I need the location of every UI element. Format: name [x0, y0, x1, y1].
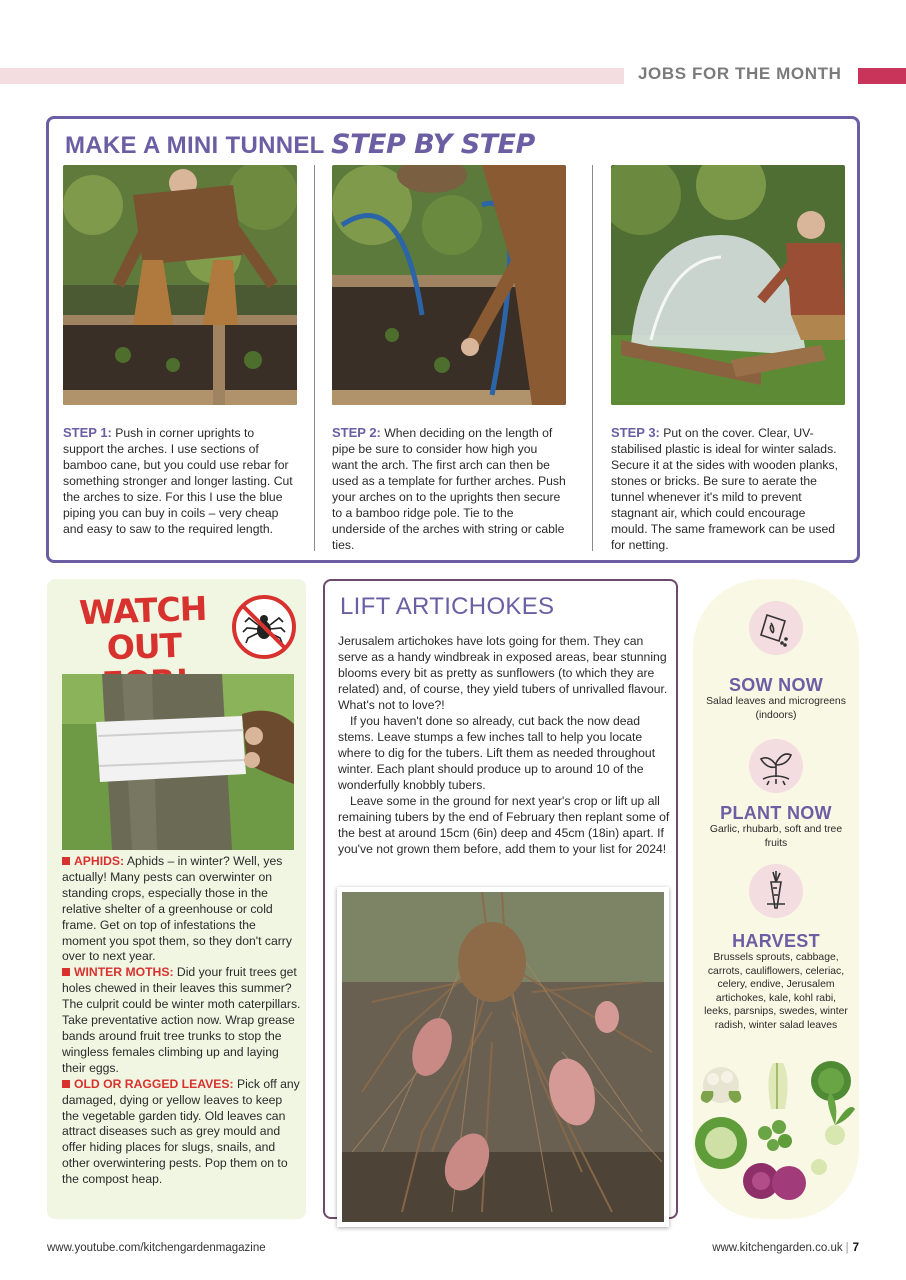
seed-packet-icon: [749, 601, 803, 655]
step-3-label: STEP 3:: [611, 425, 660, 440]
watch-title-line-1: WATCH: [78, 588, 207, 633]
watch-item-label: APHIDS:: [74, 854, 125, 868]
step-3-text: [611, 425, 845, 553]
harvest-text: Brussels sprouts, cabbage, carrots, cauliflowers, celeriac, celery, endive, Jerusalem artichokes, kale, kohl rabi, leeks, parsnips, swedes, winter radish, winter salad leaves: [704, 952, 848, 1031]
step-1: [63, 165, 297, 537]
seedling-icon: [749, 739, 803, 793]
watch-item-body: Did your fruit trees get holes chewed in their leaves this summer? The culprit could be winter moth caterpillars. Take preventative action now. Wrap grease bands around fruit tree trunks to stop the wingless females climbing up and laying their eggs.: [62, 965, 301, 1075]
step-2-text: [332, 425, 566, 553]
mini-tunnel-box: [46, 116, 860, 563]
grease-band-photo: [62, 674, 294, 850]
plant-now-heading: PLANT NOW: [720, 803, 832, 823]
artichokes-paragraph-2: If you haven't done so already, cut back the now dead stems. Leave stumps a few inches tall to help you locate where to dig for the tubers. Lift them as needed throughout winter. Each plant should produce up to around 10 of the wonderfully knobbly tubers.: [338, 714, 656, 792]
harvest-heading: HARVEST: [732, 931, 820, 951]
step-divider-1: [314, 165, 315, 551]
sow-now-heading: SOW NOW: [728, 675, 824, 695]
watch-item-body: Aphids – in winter? Well, yes actually! Many pests can overwinter on standing crops, especially those in the relative shelter of a greenhouse or cold frame. Get on top of infestations the moment you spot them, so they don't carry over to next year.: [62, 854, 292, 964]
steps-title: [65, 129, 535, 160]
step-3-photo: [611, 165, 845, 405]
steps-title-plain: MAKE A MINI TUNNEL: [65, 132, 332, 159]
section-title: JOBS FOR THE MONTH: [638, 64, 842, 83]
footer-right: [712, 1242, 859, 1254]
step-1-body: Push in corner uprights to support the arches. I use sections of bamboo cane, but you could use rebar for something stronger and longer lasting. Cut the arches to size. For this I use the blue piping you can buy in coils – very cheap and easy to saw to the required length.: [63, 426, 293, 536]
step-3: [611, 165, 845, 553]
no-bug-icon: [231, 594, 297, 660]
footer-divider: |: [845, 1242, 849, 1254]
watch-out-panel: [47, 579, 306, 1219]
artichokes-title: LIFT ARTICHOKES: [340, 593, 555, 620]
step-3-body: Put on the cover. Clear, UV-stabilised plastic is ideal for winter salads. Secure it at the sides with wooden planks, stones or bricks. Be sure to aerate the tunnel whenever it's mild to prevent stagnant air, which could encourage mould. The same framework can be used for netting.: [611, 426, 838, 552]
watch-item-winter-moths: [62, 965, 302, 1076]
artichokes-paragraph-1: Jerusalem artichokes have lots going for them. They can serve as a handy windbreak in exposed areas, bear stunning blooms every bit as pretty as sunflowers (to which they are related) and, of course, they yield tubers of unrivalled flavour. What's not to love?!: [338, 634, 668, 712]
watch-item-body: Pick off any damaged, dying or yellow leaves to keep the vegetable garden tidy. Old leaves can attract diseases such as grey mould and offer hiding places for slugs, snails, and other overwintering pests. Pop them on to the compost heap.: [62, 1076, 300, 1187]
artichokes-panel: [323, 579, 678, 1219]
step-2: [332, 165, 566, 553]
carrot-icon: [749, 864, 803, 918]
page-number: 7: [852, 1242, 859, 1254]
watch-out-text: [62, 854, 302, 1188]
artichokes-paragraph-3: Leave some in the ground for next year's crop or lift up all remaining tubers by the end of February then replant some of the best at around 15cm (6in) deep and 45cm (18in) apart. If you've not grown them before, add them to your list for 2024!: [338, 794, 670, 856]
header-band: [0, 68, 624, 84]
watch-item-label: OLD OR RAGGED LEAVES:: [74, 1076, 234, 1091]
steps-title-script: STEP BY STEP: [331, 129, 535, 160]
step-2-photo: [332, 165, 566, 405]
footer-website-link[interactable]: www.kitchengarden.co.uk: [712, 1242, 843, 1254]
watch-item-old-leaves: [62, 1077, 302, 1188]
step-1-photo: [63, 165, 297, 405]
watch-title-line-2: OUT: [106, 625, 182, 668]
step-1-label: STEP 1:: [63, 425, 112, 440]
step-divider-2: [592, 165, 593, 551]
bullet-square-icon: [62, 857, 70, 865]
bullet-square-icon: [62, 1080, 70, 1088]
header-accent-bar: [858, 68, 906, 84]
vegetables-illustration: [693, 1057, 859, 1203]
watch-item-label: WINTER MOTHS:: [74, 965, 174, 980]
footer-youtube-link[interactable]: www.youtube.com/kitchengardenmagazine: [47, 1242, 266, 1254]
plant-now-text: Garlic, rhubarb, soft and tree fruits: [709, 824, 843, 849]
artichoke-tubers-photo: [337, 887, 669, 1227]
watch-item-aphids: [62, 854, 302, 965]
step-2-label: STEP 2:: [332, 425, 381, 440]
bullet-square-icon: [62, 968, 70, 976]
artichokes-text: [338, 633, 674, 857]
sow-now-text: Salad leaves and microgreens (indoors): [706, 696, 846, 721]
step-2-body: When deciding on the length of pipe be sure to consider how high you want the arch. The first arch can then be used as a template for further arches. Push your arches on to the uprights then secure to a bamboo ridge pole. Tie to the underside of the arches with string or cable ties.: [332, 426, 566, 552]
step-1-text: [63, 425, 297, 537]
seasonal-column: [693, 579, 859, 1219]
